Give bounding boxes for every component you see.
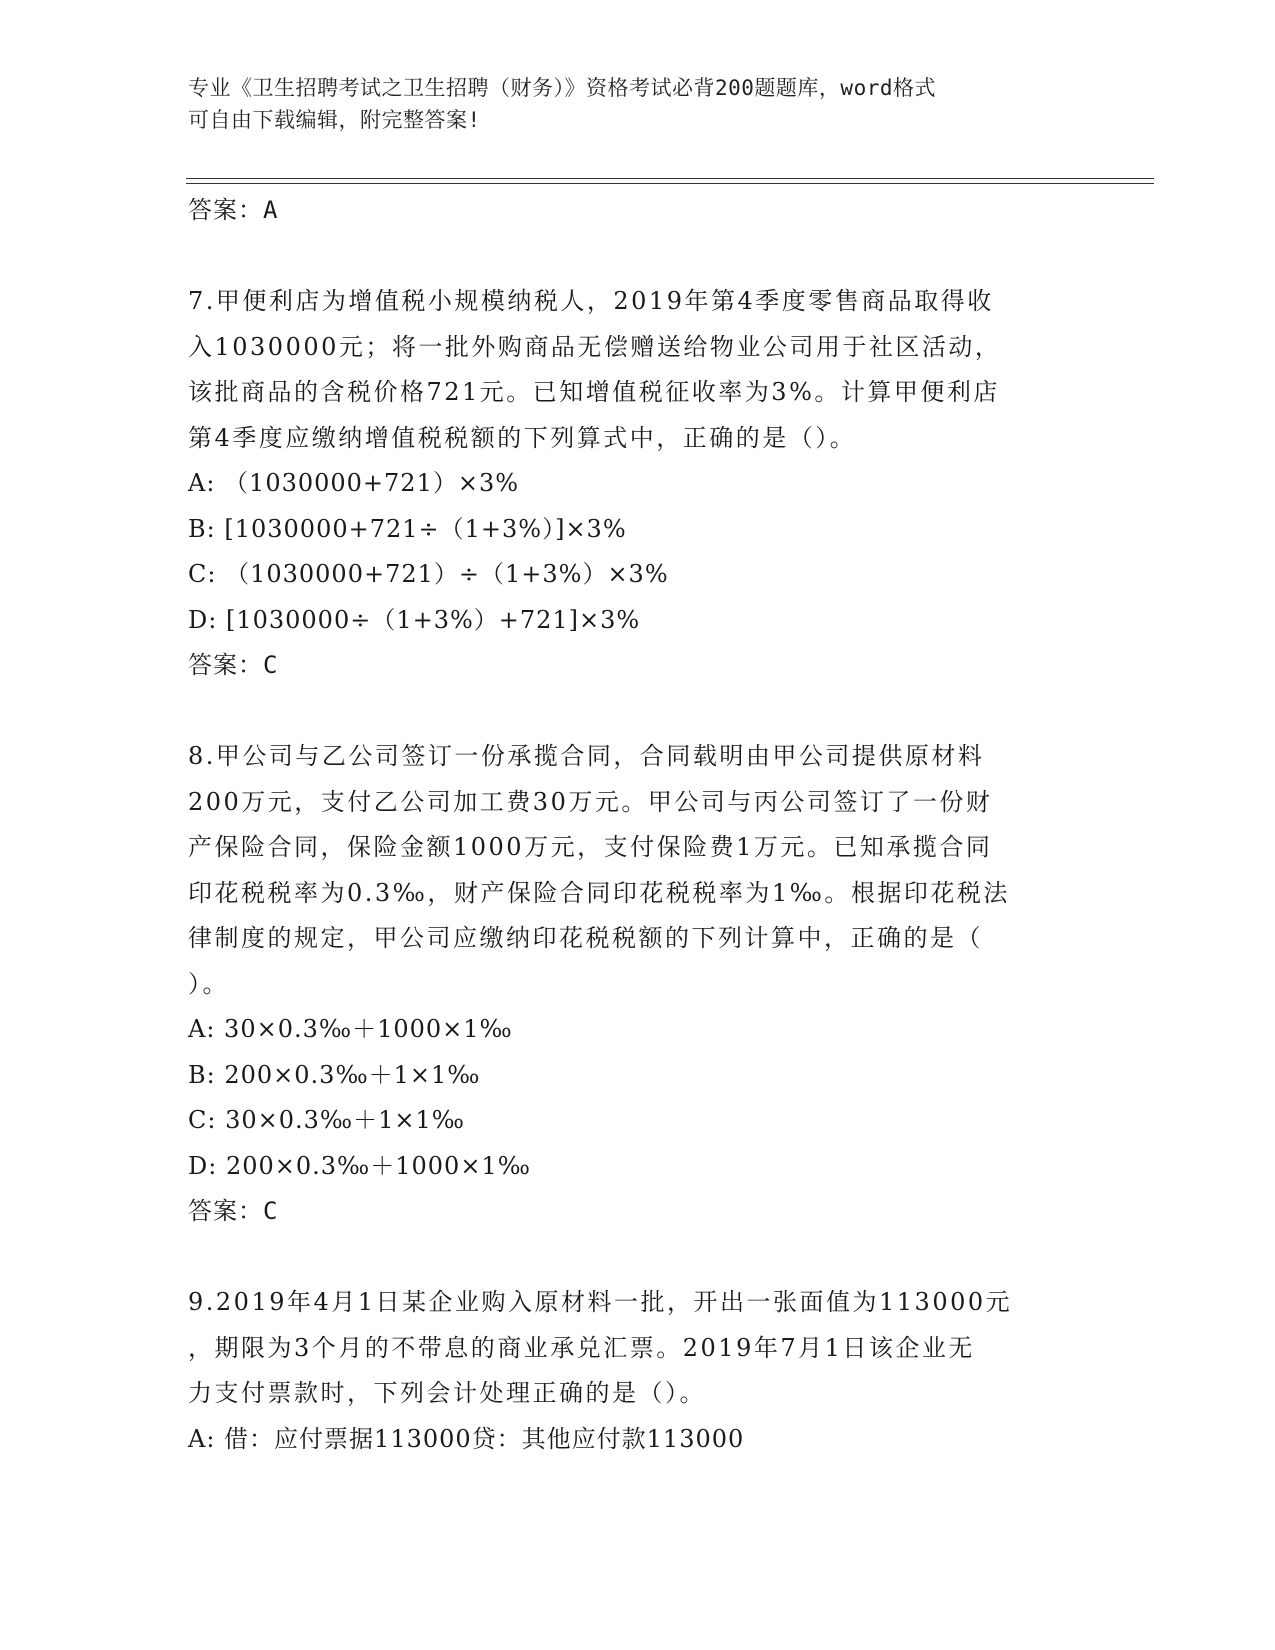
header-line-1: 专业《卫生招聘考试之卫生招聘（财务）》资格考试必背200题题库，word格式 xyxy=(188,76,936,100)
q8-text-line: 200万元，支付乙公司加工费30万元。甲公司与丙公司签订了一份财 xyxy=(188,787,993,816)
q9-text-line: ，期限为3个月的不带息的商业承兑汇票。2019年7月1日该企业无 xyxy=(188,1333,975,1362)
q7-option-b: B: [1030000+721÷（1+3%）]×3% xyxy=(188,514,627,543)
q8-option-c: C: 30×0.3‰＋1×1‰ xyxy=(188,1106,465,1134)
header-divider-bottom xyxy=(186,183,1154,184)
question-7 xyxy=(188,279,1088,689)
q8-option-d: D: 200×0.3‰＋1000×1‰ xyxy=(188,1151,531,1180)
q8-text-line: 律制度的规定，甲公司应缴纳印花税税额的下列计算中，正确的是（ xyxy=(188,924,983,952)
spacer xyxy=(188,1235,1088,1281)
spacer xyxy=(188,689,1088,735)
header-divider-top xyxy=(186,178,1154,179)
q8-option-a: A: 30×0.3‰＋1000×1‰ xyxy=(188,1015,513,1043)
q7-option-d: D: [1030000÷（1+3%）+721]×3% xyxy=(188,605,641,634)
document-header xyxy=(188,72,1088,136)
q9-text-line: 9.2019年4月1日某企业购入原材料一批，开出一张面值为113000元 xyxy=(188,1288,1013,1316)
q8-text-line: ）。 xyxy=(188,969,229,998)
q8-text-line: 印花税税率为0.3‰，财产保险合同印花税税率为1‰。根据印花税法 xyxy=(188,878,1010,907)
document-body xyxy=(188,188,1088,1462)
question-8 xyxy=(188,734,1088,1235)
q9-text-line: 力支付票款时，下列会计处理正确的是（）。 xyxy=(188,1379,706,1407)
q7-text-line: 该批商品的含税价格721元。已知增值税征收率为3%。计算甲便利店 xyxy=(188,378,1000,406)
q7-option-a: A: （1030000+721）×3% xyxy=(188,469,520,497)
q7-text-line: 第4季度应缴纳增值税税额的下列算式中，正确的是（）。 xyxy=(188,423,857,452)
q8-option-b: B: 200×0.3‰＋1×1‰ xyxy=(188,1060,481,1089)
q7-answer: 答案：C xyxy=(188,651,279,679)
q9-option-a: A: 借：应付票据113000贷：其他应付款113000 xyxy=(188,1424,745,1453)
q8-text-line: 产保险合同，保险金额1000万元，支付保险费1万元。已知承揽合同 xyxy=(188,833,993,861)
q7-option-c: C: （1030000+721）÷（1+3%）×3% xyxy=(188,560,669,588)
q6-answer: 答案：A xyxy=(188,196,279,224)
q8-text-line: 8.甲公司与乙公司签订一份承揽合同，合同载明由甲公司提供原材料 xyxy=(188,742,985,770)
q8-answer: 答案：C xyxy=(188,1197,279,1225)
spacer xyxy=(188,234,1088,280)
q7-text-line: 入1030000元；将一批外购商品无偿赠送给物业公司用于社区活动， xyxy=(188,332,1002,361)
question-9 xyxy=(188,1280,1088,1462)
q7-text-line: 7.甲便利店为增值税小规模纳税人，2019年第4季度零售商品取得收 xyxy=(188,287,994,315)
header-line-2: 可自由下载编辑，附完整答案! xyxy=(188,108,481,132)
